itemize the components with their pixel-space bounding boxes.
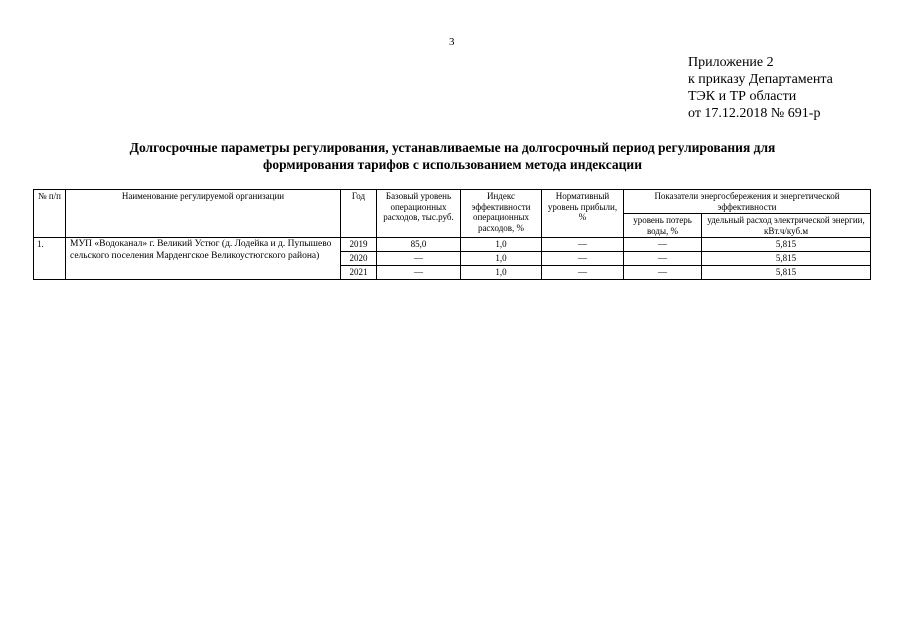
- appendix-block: [688, 54, 833, 122]
- page-number: 3: [449, 36, 455, 48]
- cell-index: 1,0: [461, 252, 542, 266]
- cell-index: 1,0: [461, 238, 542, 252]
- cell-year: 2020: [341, 252, 377, 266]
- header-energy-group: Показатели энергосбережения и энергетической эффективности: [624, 190, 871, 214]
- header-base: Базовый уровень операционных расходов, тыс.руб.: [377, 190, 461, 238]
- cell-losses: —: [624, 238, 702, 252]
- header-profit: Нормативный уровень прибыли, %: [542, 190, 624, 238]
- appendix-line: Приложение 2: [688, 55, 774, 70]
- cell-profit: —: [542, 252, 624, 266]
- appendix-line: ТЭК и ТР области: [688, 89, 797, 104]
- appendix-line: к приказу Департамента: [688, 72, 833, 87]
- entry-org: МУП «Водоканал» г. Великий Устюг (д. Лодейка и д. Пупышево сельского поселения Марденгское Великоустюгского района): [66, 238, 341, 280]
- header-org: Наименование регулируемой организации: [66, 190, 341, 238]
- title-line: формирования тарифов с использованием метода индексации: [263, 157, 642, 172]
- cell-consumption: 5,815: [702, 252, 871, 266]
- cell-profit: —: [542, 266, 624, 280]
- header-year: Год: [341, 190, 377, 238]
- cell-base: 85,0: [377, 238, 461, 252]
- cell-year: 2019: [341, 238, 377, 252]
- cell-profit: —: [542, 238, 624, 252]
- header-losses: уровень потерь воды, %: [624, 214, 702, 238]
- table-row: [34, 238, 871, 252]
- cell-year: 2021: [341, 266, 377, 280]
- header-num: № п/п: [34, 190, 66, 238]
- entry-num: 1.: [34, 238, 66, 280]
- parameters-table: [33, 189, 871, 280]
- cell-index: 1,0: [461, 266, 542, 280]
- document-title: [60, 139, 845, 173]
- cell-consumption: 5,815: [702, 266, 871, 280]
- header-index: Индекс эффективности операционных расходов, %: [461, 190, 542, 238]
- cell-losses: —: [624, 252, 702, 266]
- cell-losses: —: [624, 266, 702, 280]
- title-line: Долгосрочные параметры регулирования, устанавливаемые на долгосрочный период регулирования для: [129, 140, 776, 155]
- cell-consumption: 5,815: [702, 238, 871, 252]
- cell-base: —: [377, 252, 461, 266]
- appendix-line: от 17.12.2018 № 691-р: [688, 106, 821, 121]
- cell-base: —: [377, 266, 461, 280]
- header-consumption: удельный расход электрической энергии, кВт.ч/куб.м: [702, 214, 871, 238]
